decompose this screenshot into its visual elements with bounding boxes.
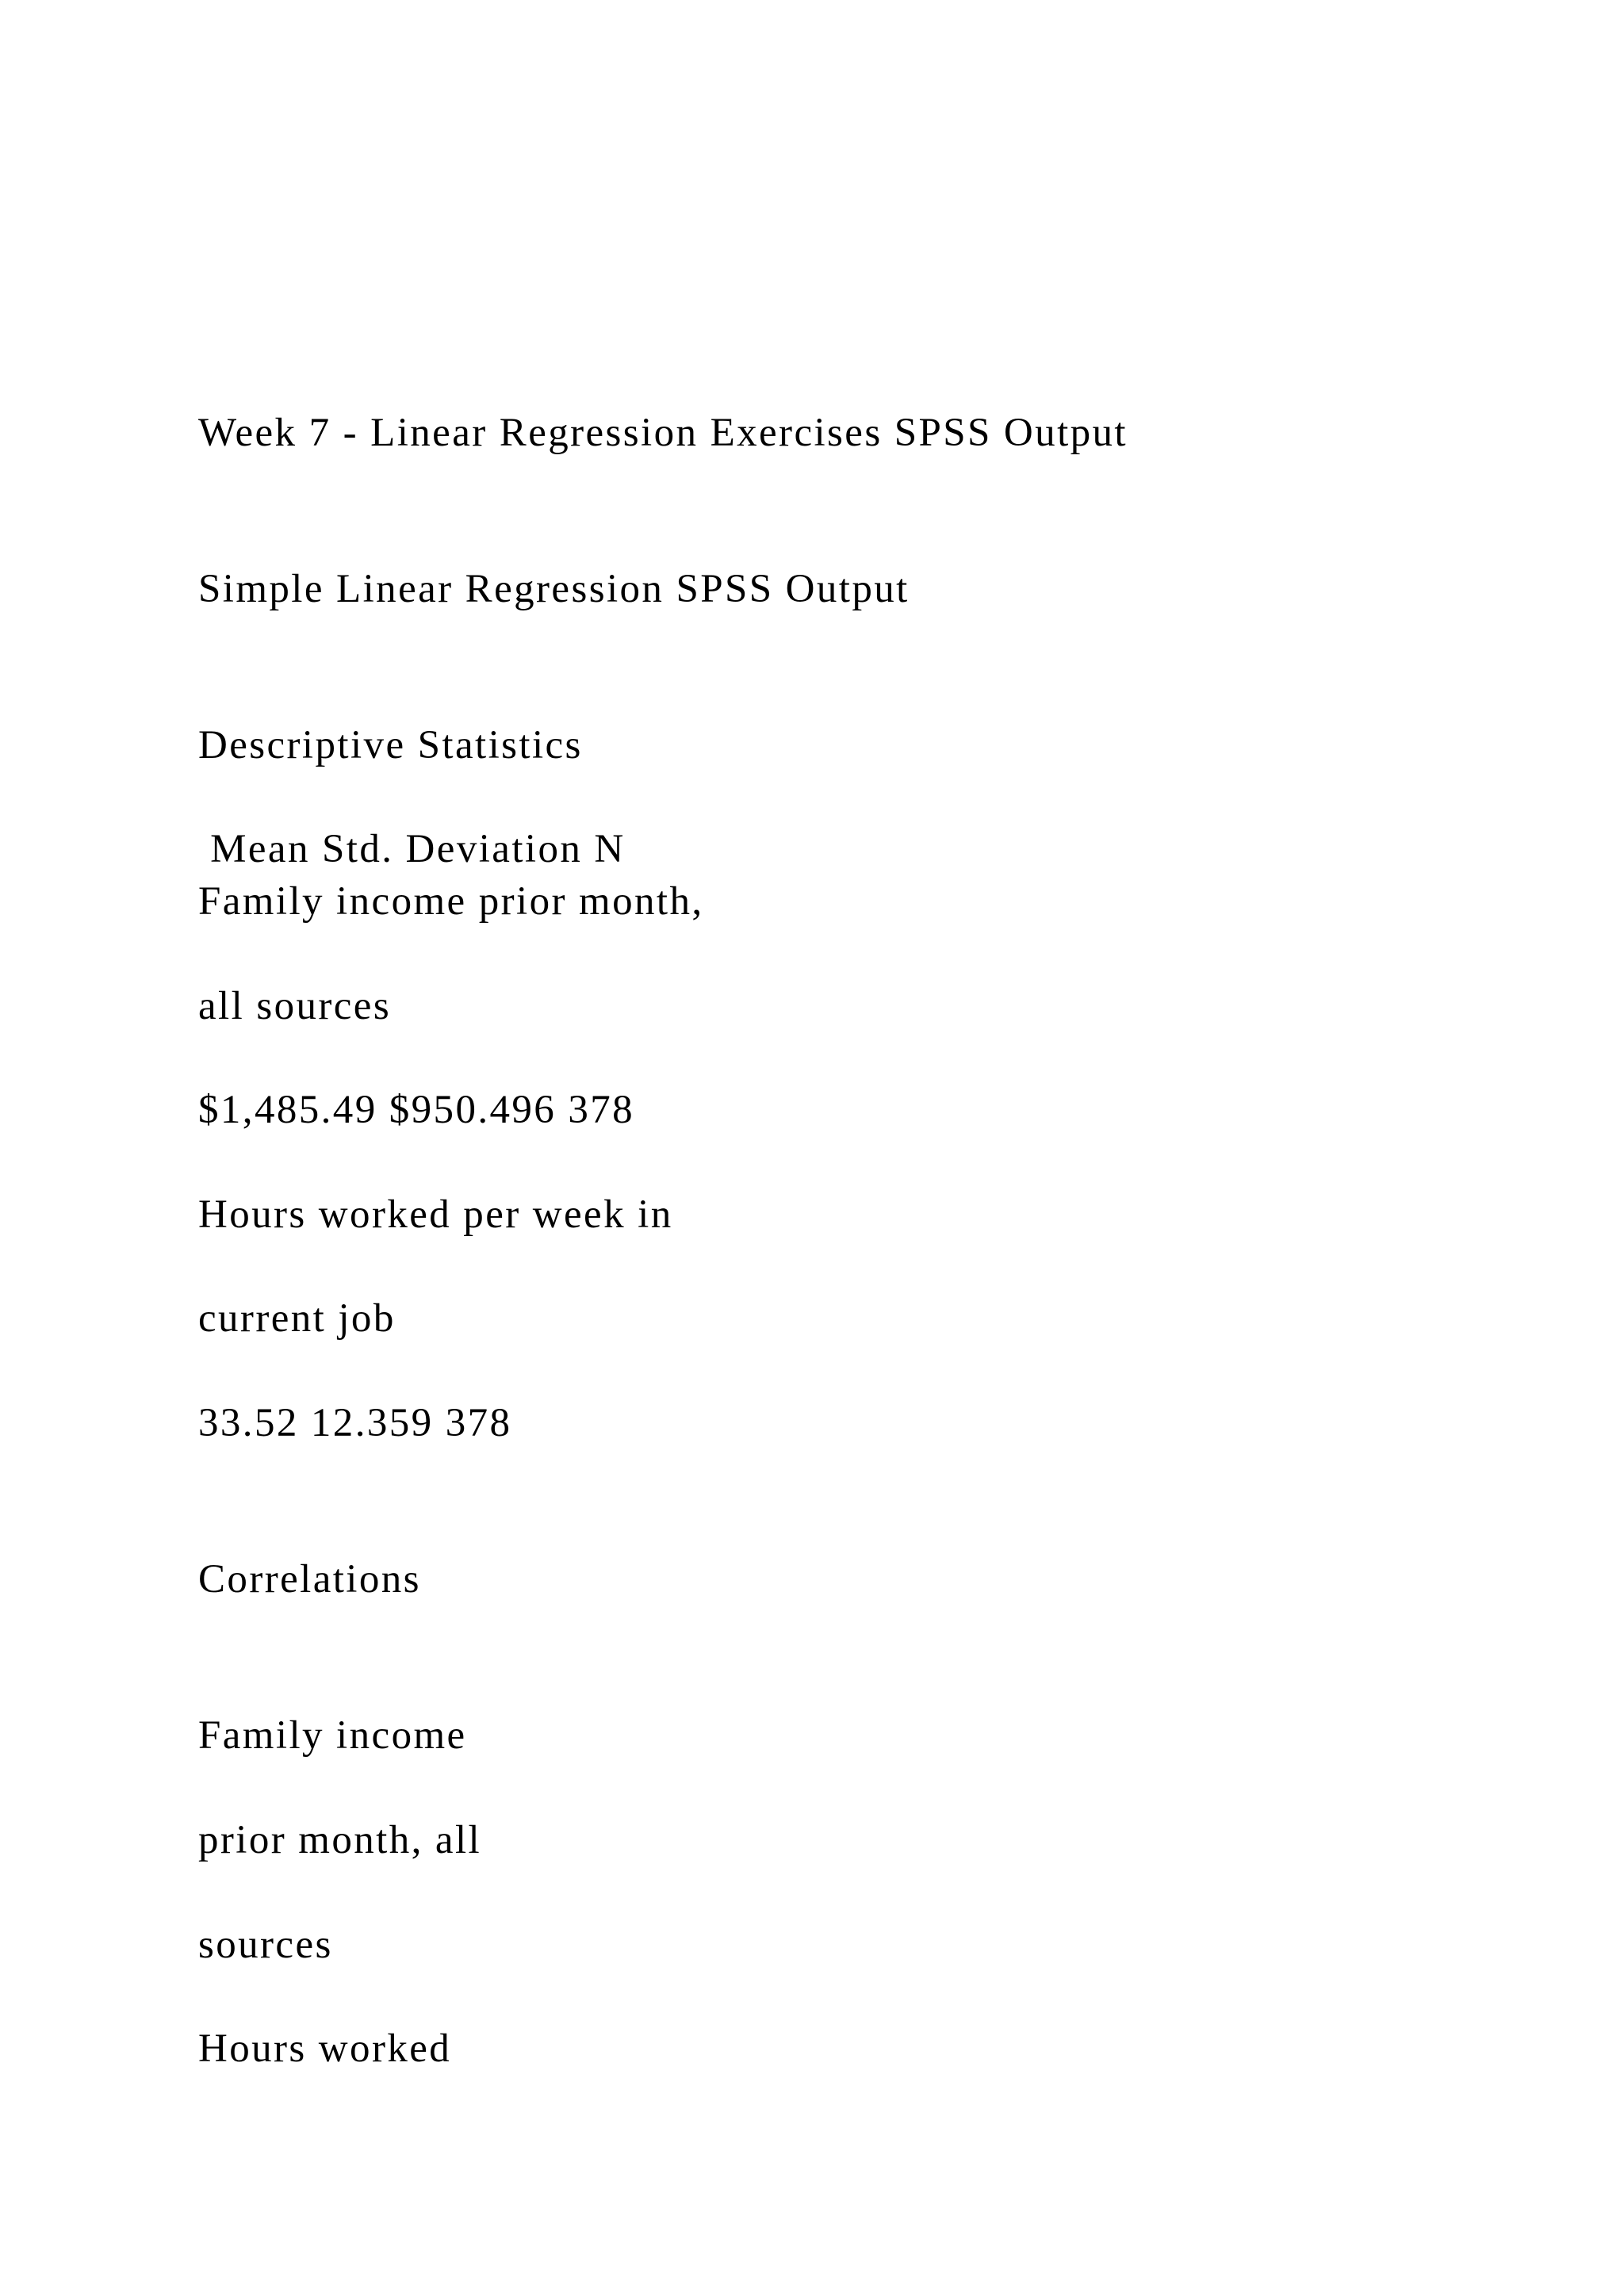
correlations-header-family-income-line-3: sources: [198, 1923, 333, 1967]
correlations-header-family-income-line-2: prior month, all: [198, 1818, 482, 1862]
correlations-header-hours-worked: Hours worked: [198, 2026, 452, 2071]
hours-worked-values: 33.52 12.359 378: [198, 1401, 512, 1445]
descriptive-statistics-heading: Descriptive Statistics: [198, 723, 583, 767]
family-income-values: $1,485.49 $950.496 378: [198, 1088, 635, 1132]
row-label-family-income-line-2: all sources: [198, 984, 392, 1028]
correlations-heading: Correlations: [198, 1557, 421, 1601]
correlations-header-family-income-line-1: Family income: [198, 1713, 467, 1758]
section-heading-simple-linear-regression: Simple Linear Regression SPSS Output: [198, 567, 910, 611]
document-title: Week 7 - Linear Regression Exercises SPSS Output: [198, 411, 1128, 455]
descriptive-statistics-column-headers: Mean Std. Deviation N: [198, 827, 626, 871]
row-label-hours-worked-line-1: Hours worked per week in: [198, 1192, 673, 1237]
row-label-hours-worked-line-2: current job: [198, 1296, 396, 1341]
row-label-family-income-line-1: Family income prior month,: [198, 879, 704, 924]
